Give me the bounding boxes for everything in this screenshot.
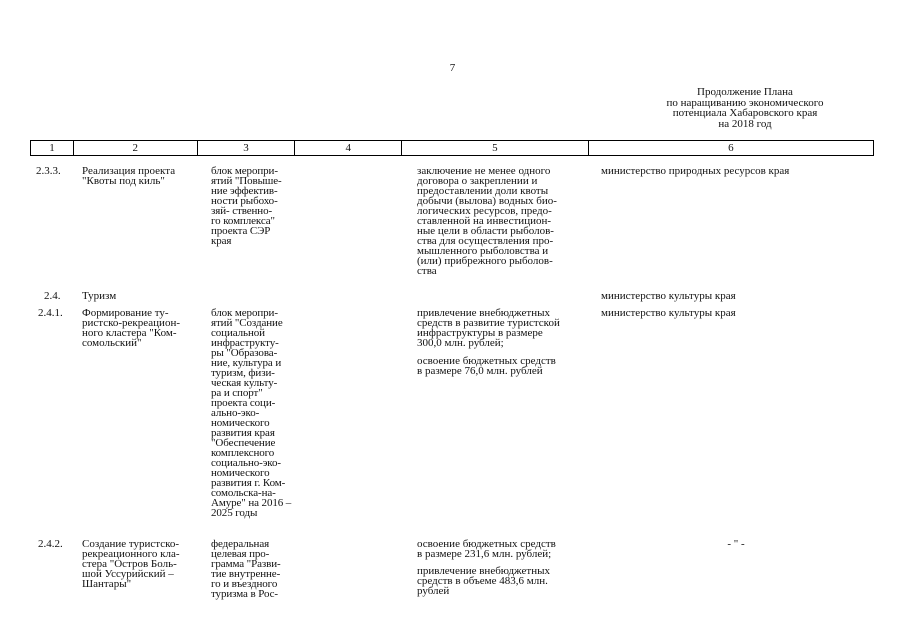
row-responsible: министерство культуры края	[601, 290, 736, 302]
row-name: Формирование ту- ристско-рекреацион- ного кластера "Ком- сомольский"	[82, 307, 180, 349]
document-caption: Продолжение Плана по наращиванию экономического потенциала Хабаровского края на 2018 год	[666, 86, 824, 130]
row-number: 2.3.3.	[36, 165, 61, 177]
row-responsible: - " -	[727, 538, 745, 550]
row-mechanism: федеральная целевая про- грамма "Разви- тие внутренне- го и въездного туризма в Рос-	[211, 538, 281, 600]
row-mechanism: блок меропри- ятий "Создание социальной инфраструкту- ры "Образова- ние, культура и туризм, физи- ческая культу- ра и спорт" проекта соци- ально-эко- номического развития края "Обеспечение комплексного социально-эко- номического развития г. Ком- сомольска-на- Амуре" на 2016 – 2025 годы	[211, 307, 292, 519]
row-number: 2.4.	[44, 290, 61, 302]
row-responsible: министерство культуры края	[601, 307, 736, 319]
column-header: 3	[198, 141, 296, 155]
table-header	[30, 140, 874, 156]
row-name: Реализация проекта "Квоты под киль"	[82, 165, 176, 187]
row-result: освоение бюджетных средств в размере 76,0 млн. рублей	[417, 355, 556, 377]
column-header: 4	[295, 141, 402, 155]
column-header: 1	[31, 141, 74, 155]
row-result: привлечение внебюджетных средств в объеме 483,6 млн. рублей	[417, 565, 550, 597]
row-name: Туризм	[82, 290, 117, 302]
row-result: заключение не менее одного договора о закреплении и предоставлении доли квоты добычи (вылова) водных био- логических ресурсов, предо- ставленной на инвестицион- ные цели в области рыболов- ства для осуществления про- мышленного рыболовства и (или) прибрежного рыболов- ства	[417, 165, 557, 277]
row-name: Создание туристско- рекреационного кла- стера "Остров Боль- шой Уссурийский – Шантары"	[82, 538, 180, 590]
row-result: привлечение внебюджетных средств в развитие туристской инфраструктуры в размере 300,0 млн. рублей;	[417, 307, 560, 349]
page-number: 7	[449, 62, 456, 74]
column-header: 2	[74, 141, 198, 155]
row-mechanism: блок меропри- ятий "Повыше- ние эффектив- ности рыбохо- зяй- ственно- го комплекса" проекта СЭР края	[211, 165, 282, 247]
column-header: 5	[402, 141, 589, 155]
column-header: 6	[728, 142, 734, 154]
row-responsible: министерство природных ресурсов края	[601, 165, 790, 177]
row-number: 2.4.2.	[38, 538, 63, 550]
row-number: 2.4.1.	[38, 307, 63, 319]
row-result: освоение бюджетных средств в размере 231,6 млн. рублей;	[417, 538, 556, 560]
